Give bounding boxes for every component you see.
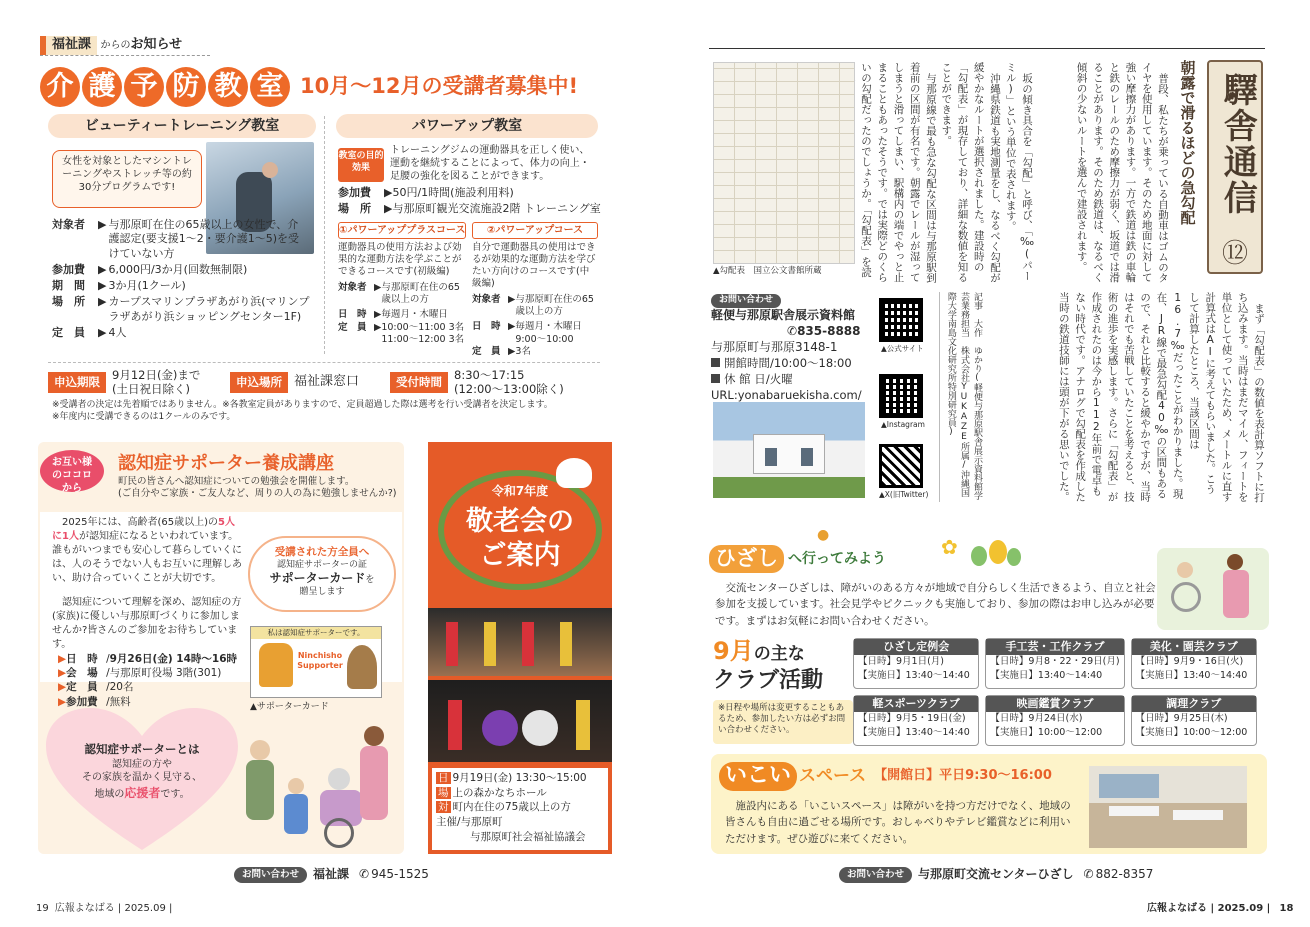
contact-name: 与那原町交流センターひざし — [918, 867, 1074, 882]
club-date: 【日時】9月9・16日(火) — [1135, 656, 1244, 668]
phone-icon: ✆ — [359, 867, 370, 882]
ninchi-details — [58, 652, 258, 709]
power-fee: 参加費 ▶50円/1時間(施設利用料) — [338, 186, 514, 199]
qr-site-caption: ▲公式サイト — [881, 344, 924, 353]
museum-closed: 休 館 日/火曜 — [711, 372, 793, 387]
club-card — [1131, 638, 1257, 689]
keirou-photo-1 — [428, 608, 612, 676]
keirou-host-label: 主催/ — [436, 816, 461, 829]
card-en: Ninchisho Supporter — [297, 651, 343, 671]
closed-value: 火曜 — [769, 372, 793, 386]
club-name: 軽スポーツクラブ — [854, 696, 978, 712]
club-grid — [853, 638, 1257, 746]
kaigo-title — [40, 62, 578, 112]
ekisha-col: まず「勾配表」の数値を表計算ソフトに打ち込みます。当時はまだマイル、フィートを単位として使っていたため、メートルに直す計算式はAIに考えてもらいました。こうして計算したところ、当該区間は16.7‰だったことがわかりました。現在、JR線で最急勾配40‰の区間もあるので、それと比較すると緩やかですが、当時はそれでも苦戦していたことを考えると、技術の進歩を実感します。さらに「勾配表」が作成されたのは今から112年前で電卓もない時代です。アナログで勾配表を作成した当時の鉄道技師には頭が下がる思いでした。 — [1057, 292, 1265, 502]
club-head-title: クラブ活動 — [713, 668, 824, 694]
section-header — [40, 36, 210, 56]
detail-value: 9月26日(金) 14時〜16時 — [109, 653, 238, 665]
beauty-row: 定 員 ▶ 4人 — [52, 326, 127, 340]
course-std: ②パワーアップコース 自分で運動器具の使用はできるが効果的な運動方法を学びたい方向けのコースです(中級編) 対象者 ▶ 与那原町在住の65歳以上の方 日 時 ▶ 毎週月・木曜日 9:00〜10:00 定 員 ▶ 3名 — [472, 222, 598, 352]
header-from: からの — [100, 40, 131, 51]
row-value: 3か月(1クール) — [108, 279, 186, 293]
contact-tel: 882-8357 — [1095, 867, 1154, 882]
row-value: 4人 — [108, 326, 127, 340]
club-card — [853, 695, 979, 746]
club-name: 手工芸・工作クラブ — [986, 639, 1123, 655]
club-date: 【日時】9月5・19日(金) — [858, 713, 966, 725]
kaigo-char: 介 — [40, 67, 80, 107]
course-desc: 運動器具の使用方法および効果的な運動方法を学ぶことができるコースです(初級編) — [338, 242, 462, 277]
contact-label: お問い合わせ — [234, 867, 307, 883]
club-time: 【実施日】10:00〜12:00 — [990, 726, 1103, 738]
club-card — [853, 638, 979, 689]
detail-row: ▶参加費 /無料 — [58, 695, 131, 708]
course-date-label: 日 時 — [472, 321, 501, 333]
course-cap: 3名 — [515, 345, 531, 357]
power-heading: パワーアップ教室 — [336, 114, 598, 138]
museum-hours: 開館時間/10:00〜18:00 — [711, 356, 852, 371]
ekisha-headline: 朝露で滑るほどの急勾配 — [1178, 60, 1197, 225]
kaigo-char: 防 — [166, 67, 206, 107]
museum-tel — [787, 324, 861, 340]
kaigo-char: 護 — [82, 67, 122, 107]
club-date: 【日時】9月24日(水) — [990, 713, 1083, 725]
ninchi-body1 — [52, 516, 242, 586]
ekisha-col: 与那原線で最も急な勾配な区間は与那原駅到着前の区間が有名です。朝露でレールが湿ってしまうと滑ってしまい、駅構内の端でやっと止まることもあったそうです。では実際どのくらいの勾配だったのでしょうか。「勾配表」を読 — [859, 62, 937, 283]
card-bubble-line5: 贈呈します — [299, 587, 345, 598]
trees-illustration — [971, 540, 1021, 572]
deadline-label: 申込期限 — [48, 372, 106, 393]
ninchi-badge: お互い様のココロから — [40, 450, 104, 492]
detail-value: 与那原町役場 3階(301) — [109, 667, 222, 680]
hizashi-title1: ひざし — [709, 545, 784, 572]
purpose-badge: 教室の目的効果 — [338, 148, 384, 182]
ikoi-photo — [1089, 766, 1247, 848]
club-date: 【日時】9月1日(月) — [858, 656, 945, 668]
ekisha-credit: 記事 大作 ゆかり(軽便与那原駅舎展示資料館学芸業務担当 株式会社YUKAZE所属/沖縄国際大学南島文化研究所特別研究員) — [939, 292, 983, 502]
dept-tag: 福祉課 — [40, 36, 97, 55]
contact-tel: 945-1525 — [371, 867, 429, 882]
detail-label: 参加費 — [66, 695, 98, 708]
page-number: 18 — [1279, 903, 1294, 914]
heart-l1: 認知症の方や — [112, 758, 172, 770]
keirou-host2: 与那原町社会福祉協議会 — [470, 830, 586, 843]
row-label: 場 所 — [52, 295, 85, 309]
course-date-label: 日 時 — [338, 309, 367, 321]
power-place: 場 所 ▶与那原町観光交流施設2階 トレーニング室 — [338, 202, 601, 215]
column-divider — [324, 116, 325, 354]
ekisha-col: 沖縄県鉄道も実地測量をし、なるべく勾配が緩やかなルートが選択されました。建設時の「勾配表」が現存しており、詳細な数値を知ることができます。 — [940, 62, 1001, 283]
keirou-value: 9月19日(金) 13:30〜15:00 — [452, 772, 587, 784]
course-cap-label: 定 員 — [338, 321, 367, 333]
keirou-title1: 敬老会の — [466, 506, 574, 537]
keirou-row — [436, 800, 604, 815]
ekisha-text-bottom — [985, 292, 1267, 502]
course-target-label: 対象者 — [338, 281, 367, 293]
purpose-text: トレーニングジムの運動器具を正しく使い、運動を継続することによって、体力の向上・足腰の強化を図ることができます。 — [390, 145, 590, 182]
beauty-bubble: 女性を対象としたマシントレーニングやストレッチ等の約30分プログラムです! — [52, 150, 202, 208]
heart — [44, 706, 240, 852]
keirou-tag: 対 — [438, 801, 449, 814]
supporter-card — [250, 626, 382, 698]
header-notice: お知らせ — [130, 37, 183, 52]
club-time: 【実施日】10:00〜12:00 — [1135, 726, 1248, 738]
club-date: 【日時】9月25日(木) — [1135, 713, 1228, 725]
qr-x-caption: ▲X(旧Twitter) — [879, 490, 929, 499]
course-date: 毎週月・木曜日 9:00〜10:00 — [515, 321, 582, 345]
qr-site[interactable] — [879, 298, 923, 342]
ninchi-title: 認知症サポーター養成講座 — [118, 453, 334, 474]
keirou-value: 町内在住の75歳以上の方 — [452, 801, 571, 814]
course-desc: 自分で運動器具の使用はできるが効果的な運動方法を学びたい方向けのコースです(中級編) — [472, 242, 596, 289]
qr-instagram[interactable] — [879, 374, 923, 418]
row-label: 対象者 — [52, 218, 85, 231]
keirou-info — [432, 768, 608, 850]
left-footer — [36, 902, 172, 915]
keirou-tag: 日 — [438, 772, 449, 784]
hizashi-header — [709, 542, 963, 576]
fee-value: 50円/1時間(施設利用料) — [392, 186, 514, 199]
card-bubble-line3: サポーターカード — [269, 571, 366, 586]
detail-row: ▶日 時 /9月26日(金) 14時〜16時 — [58, 653, 238, 665]
deadline-value: 9月12日(金)まで (土日祝日除く) — [112, 368, 201, 396]
keirou-host1: 与那原町 — [460, 816, 503, 829]
club-card — [1131, 695, 1257, 746]
fee-label: 参加費 — [338, 186, 371, 199]
qr-instagram-caption: ▲Instagram — [881, 420, 925, 429]
ikoi-title1: いこい — [719, 762, 797, 791]
ninchi-lead: 町民の皆さんへ認知症についての勉強会を開催します。 (ご自分やご家族・ご友人など、周りの人の為に勉強しませんか?) — [118, 476, 397, 499]
card-mascot2 — [347, 645, 377, 689]
kaigo-subtitle: 10月〜12月の受講者募集中! — [300, 74, 579, 99]
row-label: 定 員 — [52, 326, 85, 340]
ikoi-open: 【開館日】平日9:30〜16:00 — [874, 767, 1052, 783]
club-name: 映画鑑賞クラブ — [986, 696, 1123, 712]
club-name: 美化・園芸クラブ — [1132, 639, 1256, 655]
card-caption: ▲サポーターカード — [250, 702, 329, 712]
elderly-illustration — [244, 720, 400, 850]
flower-icon: ✿ — [941, 535, 958, 559]
ninchi-body2: 認知症について理解を深め、認知症の方(家族)に優しい与那原町づくりに参加しませんか?皆さんのご参加をお待ちしています。 — [52, 597, 242, 650]
keirou-tag: 場 — [438, 786, 449, 799]
keirou-year: 令和7年度 — [491, 484, 549, 498]
museum-name: 軽便与那原駅舎展示資料館 — [711, 308, 856, 322]
ekisha-series: 驛舎通信 — [1217, 72, 1258, 216]
beauty-row: 期 間 ▶ 3か月(1クール) — [52, 279, 186, 293]
keirou-value: 上の森かなちホール — [452, 786, 547, 799]
museum-tel-value: 835-8888 — [797, 324, 861, 338]
heart-l2: その家族を温かく見守る、 — [82, 772, 202, 784]
ekisha-col: 普段、私たちが乗っている自動車はゴムのタイヤを使用しています。そのため地面に対して強い摩擦力があります。一方で鉄道は鉄の車輪と鉄のレールのため摩擦力が弱く、坂道では滑ることがあります。そのため鉄道は、なるべく傾斜の少ないルートを選んで建設されます。 — [1075, 62, 1169, 283]
course-plus: ①パワーアッププラスコース 運動器具の使用方法および効果的な運動方法を学ぶことができるコースです(初級編) 対象者 ▶ 与那原町在住の65歳以上の方 日 時 ▶ 毎週月・木曜日 定 員 ▶ 10:00〜11:00 3名 11:00〜12:00 3名 — [338, 222, 466, 352]
ekisha-text-top — [861, 62, 1171, 284]
heart-l3: 地域の — [94, 788, 125, 800]
card-bubble-line1: 受講された方全員へ — [274, 546, 370, 558]
bee-icon: ● — [817, 527, 830, 543]
right-footer — [1147, 902, 1293, 915]
kaigo-char: 予 — [124, 67, 164, 107]
club-time: 【実施日】13:40〜14:40 — [1135, 669, 1248, 681]
ekisha-title-box — [1207, 60, 1263, 274]
beauty-row: 対象者 ▶ 与那原町在住の65歳以上の女性で、介護認定(要支援1〜2・要介護1〜5)を受けていない方 — [52, 218, 312, 261]
hizashi-title2: へ行ってみよう — [788, 550, 886, 567]
publication: 広報よなばる | 2025.09 | — [1147, 903, 1271, 914]
kaigo-char: 室 — [250, 67, 290, 107]
phone-icon: ✆ — [787, 324, 798, 338]
qr-x[interactable] — [879, 444, 923, 488]
keirou-photo-2 — [428, 680, 612, 762]
museum-addr: 与那原町与那原3148-1 — [711, 340, 838, 354]
top-rule — [709, 48, 1265, 49]
hizashi-intro: 交流センターひざしは、障がいのある方々が地域で自分らしく生活できるよう、自立と社会参加を支援しています。社会見学やピクニックも実施しており、参加の際はお申し込みが必要です。まずはお気軽にお問い合わせください。 — [715, 582, 1156, 627]
club-time: 【実施日】13:40〜14:40 — [858, 669, 970, 681]
club-time: 【実施日】13:40〜14:40 — [858, 726, 970, 738]
apply-note: ※年度内に受講できるのは1クールのみです。 — [52, 412, 236, 422]
detail-label: 定 員 — [66, 681, 98, 694]
place-value: 与那原町観光交流施設2階 トレーニング室 — [392, 202, 601, 215]
ikoi-text: 施設内にある「いこいスペース」は障がいを持つ方だけでなく、地域の皆さんも自由に過ごせる場所です。おしゃべりやテレビ鑑賞などに利用いただけます。ぜひ遊びに来てください。 — [725, 800, 1071, 845]
hours-label: 受付時間 — [390, 372, 448, 393]
course-target: 与那原町在住の65歳以上の方 — [381, 281, 460, 305]
hours-value: 10:00〜18:00 — [773, 356, 852, 370]
course-date: 毎週月・木曜日 — [381, 309, 448, 321]
gradient-table-image — [713, 62, 855, 264]
body1-pre: 2025年には、高齢者(65歳以上)の — [62, 517, 218, 528]
beauty-rows — [52, 218, 312, 340]
card-mascot — [259, 643, 293, 687]
heart-l3-post: です。 — [160, 788, 190, 800]
club-name: ひざし定例会 — [854, 639, 978, 655]
apply-place-value: 福祉課窓口 — [294, 374, 360, 390]
apply-note: ※受講者の決定は先着順ではありません。※各教室定員がありますので、定員超過した際は選考を行い受講者を決定します。 — [52, 400, 553, 410]
detail-label: 会 場 — [66, 667, 98, 680]
museum-url[interactable]: URL:yonabaruekisha.com/ — [711, 388, 862, 402]
row-value: カープスマリンプラザあがり浜(マリンプラザあがり浜ショッピングセンター1F) — [108, 295, 310, 323]
gradient-table-caption: ▲勾配表 国立公文書館所蔵 — [713, 266, 822, 276]
page-number: 19 — [36, 903, 49, 914]
detail-value: 20名 — [109, 681, 134, 694]
beauty-row: 参加費 ▶ 6,000円/3か月(回数無制限) — [52, 262, 248, 276]
row-label: 期 間 — [52, 279, 85, 293]
apply-bar — [48, 362, 600, 396]
heart-l3-red: 応援者 — [124, 785, 161, 800]
ikoi-title2: スペース — [799, 766, 867, 787]
club-card — [985, 695, 1124, 746]
keirou-row — [436, 786, 604, 801]
card-bubble — [248, 536, 396, 612]
museum-photo — [713, 402, 865, 498]
square-icon — [711, 374, 720, 383]
row-value: 与那原町在住の65歳以上の女性で、介護認定(要支援1〜2・要介護1〜5)を受けていない方 — [108, 218, 300, 260]
heart-title: 認知症サポーターとは — [84, 742, 200, 756]
course-title: ②パワーアップコース — [472, 222, 598, 239]
keirou-host — [436, 815, 604, 830]
ekisha-col: 坂の傾き具合を「勾配」と呼び、「‰(パーミル)」という単位で表されます。 — [1004, 62, 1033, 281]
hours-value: 8:30〜17:15 (12:00〜13:00除く) — [454, 368, 564, 396]
caregiver-illustration — [1157, 548, 1269, 630]
keirou-row — [436, 771, 604, 786]
body1-post: が認知症になるといわれています。誰もがいつまでも安心して暮らしていくには、人のそうでない人もお互いに理解しあい、助け合っていくことが大切です。 — [52, 531, 242, 584]
contact-label: お問い合わせ — [839, 867, 912, 883]
kaigo-char: 教 — [208, 67, 248, 107]
club-note: ※日程や場所は変更することもあるため、参加したい方は必ずお問い合わせください。 — [713, 700, 853, 744]
closed-label: 休 館 日 — [724, 372, 766, 386]
right-page — [655, 0, 1310, 927]
course-cap-label: 定 員 — [472, 345, 501, 357]
detail-label: 日 時 — [66, 653, 98, 665]
row-value: 6,000円/3か月(回数無制限) — [108, 262, 248, 276]
ekisha-num: ⑫ — [1221, 239, 1248, 269]
course-title: ①パワーアッププラスコース — [338, 222, 466, 239]
club-name: 調理クラブ — [1132, 696, 1256, 712]
detail-row: ▶会 場 /与那原町役場 3階(301) — [58, 667, 222, 680]
contact-right — [839, 865, 1153, 885]
card-bubble-line4: を — [365, 575, 375, 586]
keirou-title2: ご案内 — [479, 540, 561, 571]
hours-label: 開館時間 — [724, 356, 770, 370]
square-icon — [711, 358, 720, 367]
phone-icon: ✆ — [1083, 867, 1094, 882]
course-target: 与那原町在住の65歳以上の方 — [515, 293, 594, 317]
contact-left — [234, 865, 429, 885]
body1-red: 5人に1人 — [52, 517, 235, 542]
club-heading — [713, 636, 853, 696]
club-head-month: 9月 — [713, 637, 754, 665]
beauty-heading: ビューティートレーニング教室 — [48, 114, 316, 138]
club-head-mid: の主な — [753, 644, 805, 664]
row-label: 参加費 — [52, 262, 85, 276]
apply-place-label: 申込場所 — [230, 372, 288, 393]
ikoi-title — [719, 762, 1052, 791]
beauty-row: 場 所 ▶ カープスマリンプラザあがり浜(マリンプラザあがり浜ショッピングセンター1F) — [52, 295, 312, 324]
detail-row: ▶定 員 /20名 — [58, 681, 134, 694]
publication: 広報よなばる | 2025.09 | — [54, 903, 173, 914]
detail-value: 無料 — [109, 695, 131, 708]
course-cap: 10:00〜11:00 3名 11:00〜12:00 3名 — [381, 321, 465, 345]
course-target-label: 対象者 — [472, 293, 501, 305]
club-time: 【実施日】13:40〜14:40 — [990, 669, 1103, 681]
museum-label: お問い合わせ — [711, 294, 781, 308]
card-top: 私は認知症サポーターです。 — [251, 627, 381, 639]
club-date: 【日時】9月8・22・29日(月) — [990, 656, 1120, 668]
contact-name: 福祉課 — [313, 867, 350, 882]
club-card — [985, 638, 1124, 689]
card-bubble-line2: 認知症サポーターの証 — [276, 559, 367, 570]
place-label: 場 所 — [338, 202, 371, 215]
